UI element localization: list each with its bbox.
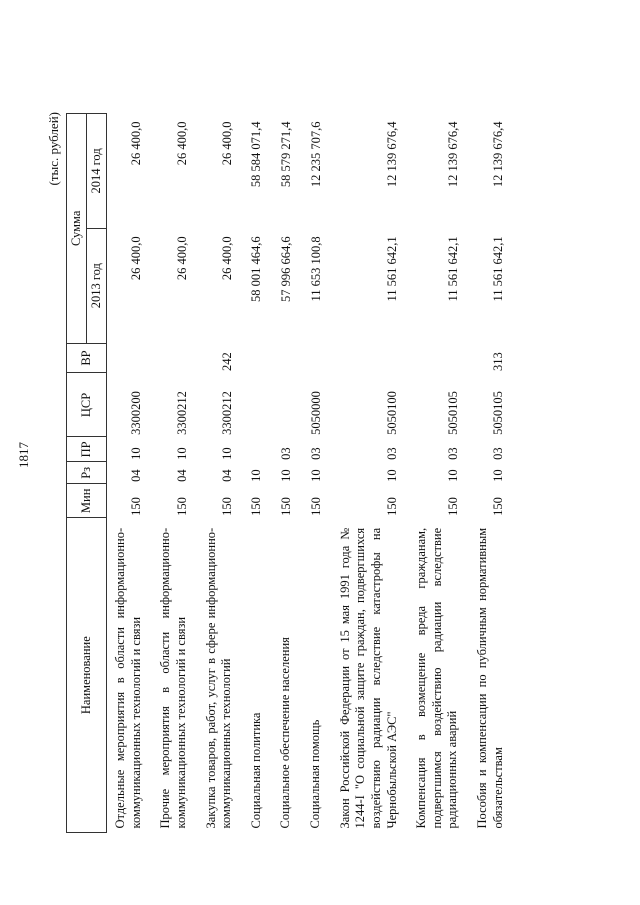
row-sum-2013: 26 400,0 (219, 236, 234, 281)
budget-table (66, 113, 514, 833)
row-min: 150 (249, 497, 264, 516)
row-rz: 10 (385, 469, 400, 482)
row-min: 150 (446, 497, 460, 516)
row-min: 150 (279, 497, 293, 516)
row-sum-2013: 26 400,0 (174, 236, 189, 281)
row-vr (272, 343, 302, 373)
row-name: Социальная политика (248, 712, 263, 829)
row-name: Прочие мероприятия в области информационно-коммуникационных технологий и связи (158, 527, 188, 829)
table-body (107, 114, 515, 833)
row-min: 150 (308, 497, 323, 516)
row-sum-2014: 12 235 707,6 (308, 121, 323, 188)
row-min: 150 (385, 497, 400, 516)
row-pr: 10 (174, 447, 189, 460)
row-name: Компенсация в возмещение вреда гражданам, подвергшимся воздействию радиации вследствие радиационных аварий (414, 527, 460, 829)
row-name: Закон Российской Федерации от 15 мая 1991 года № 1244-I "О социальной защите граждан, подвергшихся воздействию радиации вследствие катастрофы на Чернобыльской АЭС" (337, 527, 399, 829)
header-vr: ВР (67, 343, 107, 373)
row-sum-2014: 58 579 271,4 (279, 121, 293, 188)
row-pr: 03 (491, 447, 506, 460)
row-name: Социальная помощь (308, 719, 322, 829)
row-sum-2014: 12 139 676,4 (385, 121, 400, 188)
table-row (469, 114, 514, 833)
row-min: 150 (219, 497, 234, 516)
units-note: (тыс. рублей) (46, 112, 61, 186)
row-pr: 03 (279, 447, 293, 460)
row-rz: 04 (129, 469, 144, 482)
header-name: Наименование (67, 518, 107, 833)
table-row (107, 114, 153, 833)
table-row (408, 114, 469, 833)
row-sum-2013: 26 400,0 (129, 236, 144, 281)
row-min: 150 (491, 497, 506, 516)
row-rz: 10 (249, 469, 264, 482)
table-row (272, 114, 302, 833)
row-csr: 3300212 (174, 391, 189, 435)
row-sum-2013: 57 996 664,6 (279, 236, 293, 302)
row-sum-2014: 26 400,0 (219, 121, 234, 166)
row-rz: 10 (308, 469, 323, 482)
row-vr (107, 343, 153, 373)
row-sum-2014: 12 139 676,4 (446, 121, 460, 188)
header-pr: ПР (67, 437, 107, 462)
row-csr: 3300200 (129, 391, 144, 435)
row-rz: 04 (219, 469, 234, 482)
row-pr: 10 (129, 447, 144, 460)
row-csr: 3300212 (219, 391, 234, 435)
row-name: Социальное обеспечение населения (278, 637, 293, 829)
row-min: 150 (174, 497, 189, 516)
table-row (302, 114, 332, 833)
page-number: 1817 (16, 442, 31, 468)
row-sum-2013: 58 001 464,6 (249, 236, 264, 302)
row-sum-2013: 11 561 642,1 (491, 236, 506, 302)
row-name: Закупка товаров, работ, услуг в сфере информационно-коммуникационных технологий (203, 527, 234, 829)
row-sum-2014: 58 584 071,4 (249, 121, 264, 188)
table-header (67, 114, 107, 833)
row-vr: 242 (219, 352, 234, 371)
row-csr: 5050000 (308, 391, 323, 435)
header-year-2014: 2014 год (87, 114, 107, 229)
row-rz: 10 (491, 469, 506, 482)
row-pr: 03 (446, 447, 460, 460)
row-pr (243, 437, 273, 462)
row-sum-2014: 26 400,0 (174, 121, 189, 166)
row-csr: 5050105 (446, 391, 460, 435)
table-row (243, 114, 273, 833)
row-sum-2014: 26 400,0 (129, 121, 144, 166)
row-vr: 313 (491, 352, 506, 371)
table-row (332, 114, 409, 833)
row-sum-2014: 12 139 676,4 (491, 121, 506, 188)
row-vr (302, 343, 332, 373)
row-name: Отдельные мероприятия в области информационно-коммуникационных технологий и связи (113, 527, 143, 829)
row-vr (152, 343, 197, 373)
row-pr: 03 (385, 447, 400, 460)
table-row (198, 114, 243, 833)
header-sum: Сумма (67, 114, 87, 344)
row-rz: 04 (174, 469, 189, 482)
row-rz: 10 (279, 469, 293, 482)
table-row (152, 114, 197, 833)
row-vr (243, 343, 273, 373)
row-min: 150 (129, 497, 144, 516)
header-min: Мин (67, 484, 107, 518)
row-pr: 10 (219, 447, 234, 460)
header-year-2013: 2013 год (87, 228, 107, 343)
row-vr (332, 343, 409, 373)
row-csr: 5050100 (385, 391, 400, 435)
row-sum-2013: 11 653 100,8 (308, 236, 323, 302)
row-name: Пособия и компенсации по публичным нормативным обязательствам (475, 527, 505, 829)
row-sum-2013: 11 561 642,1 (385, 236, 400, 302)
header-csr: ЦСР (67, 373, 107, 437)
row-vr (408, 343, 469, 373)
row-csr (272, 373, 302, 437)
row-sum-2013: 11 561 642,1 (446, 236, 460, 302)
row-csr (243, 373, 273, 437)
row-pr: 03 (308, 447, 323, 460)
row-rz: 10 (446, 469, 460, 482)
row-csr: 5050105 (491, 391, 506, 435)
header-rz: Рз (67, 462, 107, 484)
